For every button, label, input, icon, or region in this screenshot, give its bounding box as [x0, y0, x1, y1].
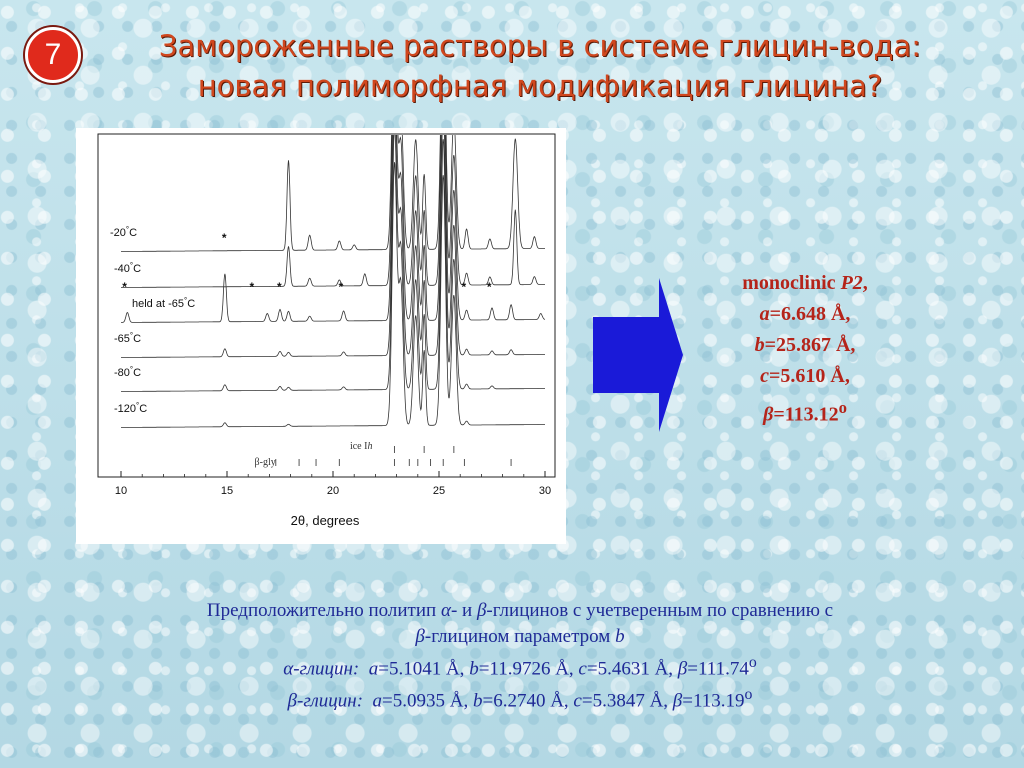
x-tick-label: 30: [538, 485, 552, 497]
gly-label: β-gly: [254, 457, 276, 468]
x-tick-label: 15: [220, 485, 234, 497]
peak-asterisk: *: [486, 280, 492, 294]
ice-label-prefix: ice I: [349, 441, 368, 452]
trace-1: [121, 128, 545, 287]
series-label-unit: C: [133, 263, 142, 275]
series-label-value: -120: [114, 403, 137, 415]
trace-2: [121, 128, 545, 322]
ice-label: [350, 441, 373, 452]
peak-asterisk: *: [338, 280, 344, 294]
series-label-value: held at -65: [132, 298, 184, 310]
series-label-degree: °: [125, 225, 130, 234]
series-label-degree: °: [136, 401, 140, 410]
beta-glycine-params: β-глицин: a=5.0935 Å, b=6.2740 Å, c=5.3847 Å, $\beta=113.19^o$: [287, 686, 753, 712]
cell-parameters: [700, 268, 910, 431]
series-label-value: -20: [110, 227, 126, 239]
series-label: [114, 401, 147, 415]
series-label: [114, 261, 141, 275]
series-label: [132, 296, 195, 310]
series-label-unit: C: [133, 367, 142, 379]
series-label-value: -65: [114, 333, 130, 345]
xrd-chart: [76, 128, 566, 544]
params-line-a: a=6.648 Å,: [759, 303, 851, 325]
x-tick-label: 20: [326, 485, 340, 497]
bottom-line-2: β-глицином параметром b: [415, 626, 625, 647]
series-label-unit: C: [187, 298, 196, 310]
series-label-value: -40: [114, 263, 130, 275]
peak-asterisk: *: [122, 280, 127, 294]
params-line-beta: $\beta=113.12^o$: [763, 398, 847, 426]
params-line-b: b=25.867 Å,: [754, 334, 856, 356]
peak-asterisk: *: [277, 280, 282, 294]
series-label-degree: °: [129, 331, 134, 340]
series-label: [114, 365, 141, 379]
slide-title: [100, 26, 980, 106]
trace-5: [121, 162, 545, 427]
series-label-unit: C: [133, 333, 142, 345]
series-label-degree: °: [129, 365, 134, 374]
params-line-c: c=5.610 Å,: [760, 365, 850, 387]
right-arrow-icon: [593, 278, 685, 432]
peak-asterisk: *: [221, 231, 227, 245]
bottom-line-1: Предположительно политип α- и β-глицинов с учетверенным по сравнению с: [206, 600, 834, 621]
title-line-1: Замороженные растворы в системе глицин-вода:: [158, 29, 922, 63]
ice-label-italic: h: [367, 441, 373, 452]
series-label-unit: C: [129, 227, 138, 239]
bottom-text: [80, 598, 960, 715]
trace-3: [121, 128, 545, 357]
peak-asterisk: *: [461, 280, 467, 294]
alpha-glycine-params: α-глицин: a=5.1041 Å, b=11.9726 Å, c=5.4631 Å, $\beta=111.74^o$: [283, 654, 757, 680]
x-tick-label: 25: [432, 485, 446, 497]
series-label: [114, 331, 141, 345]
series-label-value: -80: [114, 367, 130, 379]
title-line-2: новая полиморфная модификация глицина?: [197, 69, 883, 103]
trace-0: [121, 128, 545, 252]
x-axis-label: 2θ, degrees: [290, 513, 360, 528]
params-line-1: monoclinic P2,: [742, 272, 868, 294]
series-label-unit: C: [139, 403, 148, 415]
trace-4: [121, 128, 545, 391]
series-label: [110, 225, 137, 239]
xrd-chart-svg: [76, 128, 566, 544]
series-label-degree: °: [183, 296, 188, 305]
slide-number-badge: 7: [25, 27, 81, 83]
series-label-degree: °: [129, 261, 134, 270]
x-tick-label: 10: [114, 485, 128, 497]
peak-asterisk: *: [249, 280, 255, 294]
